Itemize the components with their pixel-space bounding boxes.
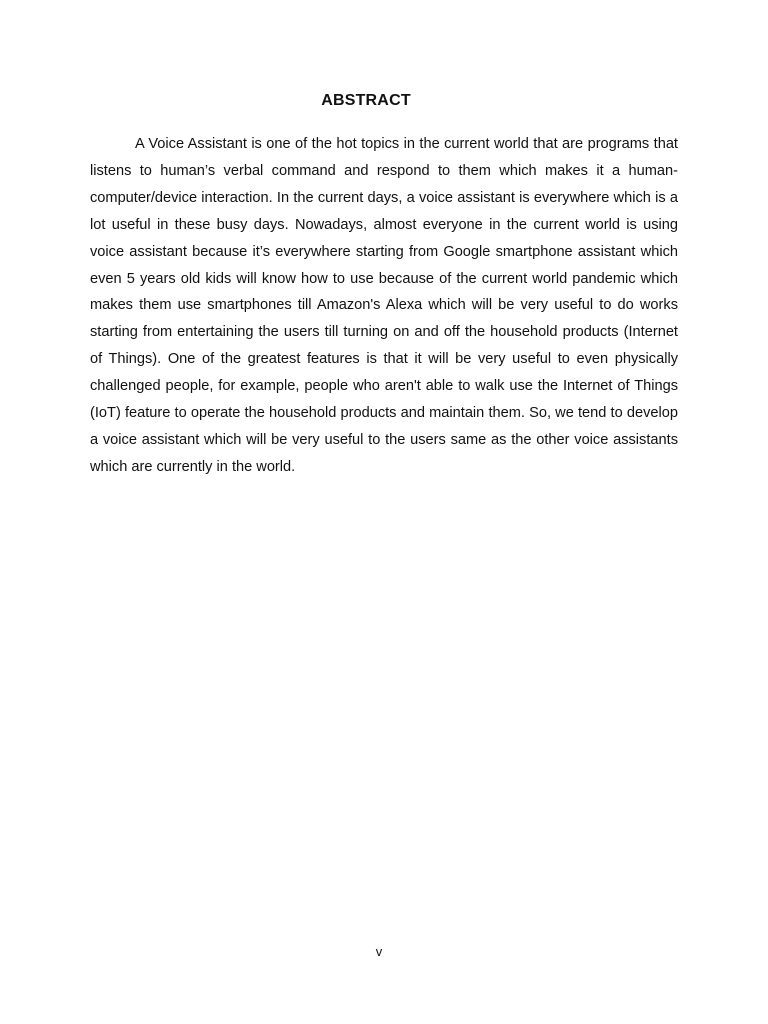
page-number: v [375, 944, 383, 959]
page-title: ABSTRACT [321, 92, 411, 109]
abstract-paragraph: A Voice Assistant is one of the hot topics in the current world that are programs that listens to human’s verbal command and respond to them which makes it a human-computer/device interaction. In the current days, a voice assistant is everywhere which is a lot useful in these busy days. Nowadays, almost everyone in the current world is using voice assistant because it’s everywhere starting from Google smartphone assistant which even 5 years old kids will know how to use because of the current world pandemic which makes them use smartphones till Amazon's Alexa which will be very useful to do works starting from entertaining the users till turning on and off the household products (Internet of Things). One of the greatest features is that it will be very useful to even physically challenged people, for example, people who aren't able to walk use the Internet of Things (IoT) feature to operate the household products and maintain them. So, we tend to develop a voice assistant which will be very useful to the users same as the other voice assistants which are currently in the world. [90, 136, 678, 475]
